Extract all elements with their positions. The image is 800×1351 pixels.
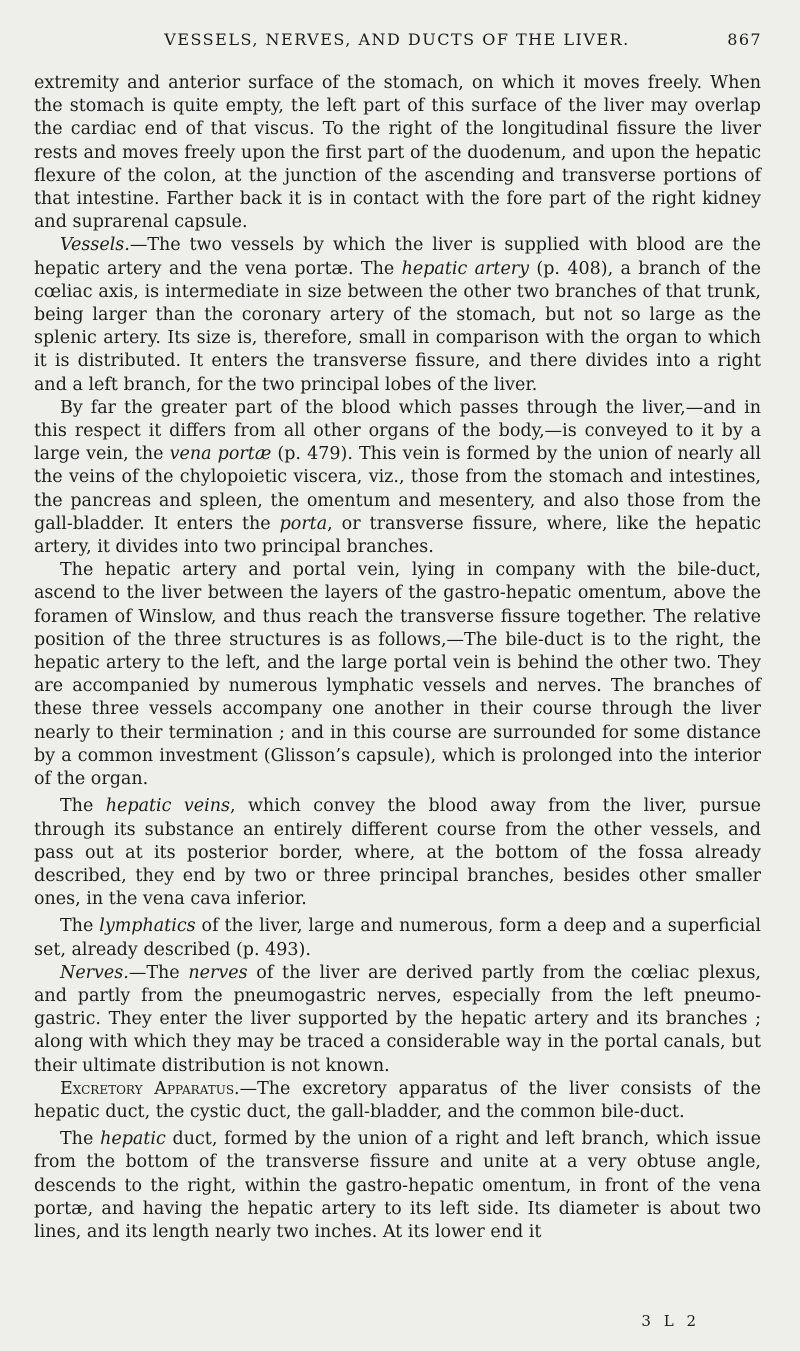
page-number: 867 <box>727 30 762 49</box>
paragraph-lymphatics: The lymphatics of the liver, large and numerous, form a deep and a superficial set, already described (p. 493). <box>34 916 762 960</box>
printer-signature-mark: 3 L 2 <box>641 1312 700 1330</box>
term-porta: porta <box>279 513 328 534</box>
paragraph-hepatic-duct: The hepatic duct, formed by the union of a right and left branch, which issue from the bottom of the transverse fissure and unite at a very obtuse angle, descends to the right, within the gastro-hepatic omentum, in front of the vena portæ, and having the hepatic artery to its left side. Its diameter is about two lines, and its length nearly two inches. At its lower end it <box>34 1129 761 1242</box>
section-heading-vessels: Vessels. <box>60 235 130 256</box>
page-header <box>32 30 762 60</box>
section-heading-excretory-apparatus: Excretory Apparatus. <box>60 1078 240 1099</box>
term-hepatic-artery: hepatic artery <box>401 258 530 279</box>
section-heading-nerves: Nerves. <box>60 962 129 983</box>
term-hepatic: hepatic <box>100 1129 166 1150</box>
paragraph-hepatic-veins: The hepatic veins, which convey the blood away from the liver, pursue through its substance an entirely different course from the other vessels, and pass out at its posterior border, where, at the bottom of the fossa already described, they end by two or three principal branches, besides other smaller ones, in the vena cava inferior. <box>34 796 761 910</box>
paragraph-continuation: extremity and anterior surface of the stomach, on which it moves freely. When the stomach is quite empty, the left part of this surface of the liver may overlap the cardiac end of that viscus. To the right of the longitudinal fissure the liver rests and moves freely upon the first part of the duodenum, and upon the hepatic flexure of the colon, at the junction of the ascending and transverse portions of that intestine. Farther back it is in contact with the fore part of the right kidney and suprarenal capsule. <box>34 73 761 233</box>
term-nerves: nerves <box>188 962 248 983</box>
paragraph-relative-position: The hepatic artery and portal vein, lying in company with the bile-duct, ascend to the liver between the layers of the gastro-hepatic omentum, above the foramen of Winslow, and thus reach the transverse fissure together. The relative position of the three structures is as follows,—The bile-duct is to the right, the hepatic artery to the left, and the large portal vein is behind the other two. They are accompanied by numerous lymphatic vessels and nerves. The branches of these three vessels accompany one another in their course through the liver nearly to their termination ; and in this course are surrounded for some distance by a common investment (Glisson’s capsule), which is prolonged into the interior of the organ. <box>34 560 761 790</box>
paragraph-excretory-apparatus: Excretory Apparatus.—The excretory apparatus of the liver consists of the hepatic duct, the cystic duct, the gall-bladder, and the common bile-duct. <box>34 1078 761 1122</box>
term-hepatic-veins: hepatic veins <box>105 796 230 817</box>
body-text <box>34 72 761 1244</box>
term-vena-portae: vena portæ <box>169 444 272 465</box>
paragraph-portal-vein: By far the greater part of the blood which passes through the liver,—and in this respect it differs from all other organs of the body,—is conveyed to it by a large vein, the vena portæ (p. 479). This vein is formed by the union of nearly all the veins of the chylopoietic viscera, viz., those from the stomach and intestines, the pancreas and spleen, the omentum and mesentery, and also those from the gall-bladder. It enters the porta, or transverse fissure, where, like the hepatic artery, it divides into two principal branches. <box>34 397 761 558</box>
paragraph-nerves: Nerves.—The nerves of the liver are derived partly from the cœliac plexus, and partly from the pneumogastric nerves, especially from the left pneumogastric. They enter the liver supported by the hepatic artery and its branches ; along with which they may be traced a considerable way in the portal canals, but their ultimate distribution is not known. <box>34 962 761 1076</box>
running-head: VESSELS, NERVES, AND DUCTS OF THE LIVER. <box>164 30 630 49</box>
term-lymphatics: lymphatics <box>99 916 196 937</box>
paragraph-vessels: Vessels.—The two vessels by which the liver is supplied with blood are the hepatic artery and the vena portæ. The hepatic artery (p. 408), a branch of the cœliac axis, is intermediate in size between the other two branches of that trunk, being larger than the coronary artery of the stomach, but not so large as the splenic artery. Its size is, therefore, small in comparison with the organ to which it is distributed. It enters the transverse fissure, and there divides into a right and a left branch, for the two principal lobes of the liver. <box>34 235 761 395</box>
